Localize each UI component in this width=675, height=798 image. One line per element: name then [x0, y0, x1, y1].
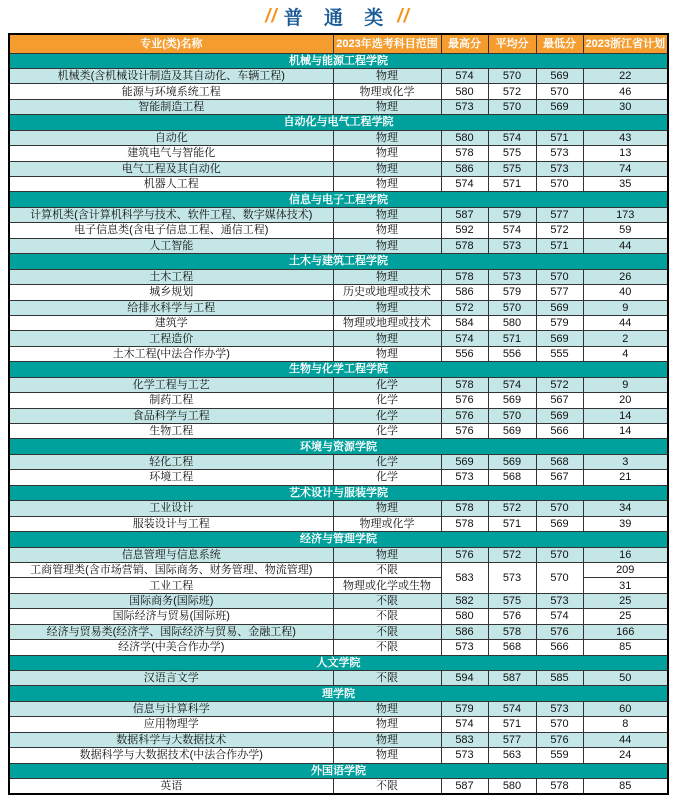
major-name-cell: 电子信息类(含电子信息工程、通信工程)	[9, 223, 333, 238]
college-name: 经济与管理学院	[9, 532, 668, 547]
min-score-cell: 570	[536, 177, 583, 192]
avg-score-cell: 587	[488, 671, 536, 686]
subjects-cell: 物理	[333, 501, 441, 516]
avg-score-cell: 570	[488, 68, 536, 83]
major-row	[9, 624, 668, 639]
plan-count-cell: 31	[583, 578, 668, 593]
college-section-row	[9, 439, 668, 454]
plan-count-cell: 46	[583, 84, 668, 99]
max-score-cell: 572	[441, 300, 488, 315]
subjects-cell: 物理	[333, 547, 441, 562]
avg-score-cell: 572	[488, 84, 536, 99]
subjects-cell: 物理	[333, 331, 441, 346]
college-name: 理学院	[9, 686, 668, 701]
plan-count-cell: 60	[583, 701, 668, 716]
column-header-avg-score: 平均分	[488, 34, 536, 53]
major-row	[9, 779, 668, 794]
subjects-cell: 历史或地理或技术	[333, 285, 441, 300]
major-row	[9, 269, 668, 284]
min-score-cell: 576	[536, 732, 583, 747]
avg-score-cell: 571	[488, 516, 536, 531]
min-score-cell: 566	[536, 640, 583, 655]
plan-count-cell: 35	[583, 177, 668, 192]
min-score-cell: 570	[536, 547, 583, 562]
min-score-cell: 573	[536, 593, 583, 608]
column-header-subjects: 2023年选考科目范围	[333, 34, 441, 53]
avg-score-cell: 573	[488, 238, 536, 253]
major-name-cell: 人工智能	[9, 238, 333, 253]
subjects-cell: 物理或地理或技术	[333, 315, 441, 330]
column-header-max-score: 最高分	[441, 34, 488, 53]
subjects-cell: 不限	[333, 671, 441, 686]
avg-score-cell: 573	[488, 562, 536, 593]
college-section-row	[9, 192, 668, 207]
min-score-cell: 574	[536, 609, 583, 624]
subjects-cell: 不限	[333, 593, 441, 608]
major-row	[9, 609, 668, 624]
plan-count-cell: 14	[583, 424, 668, 439]
page-title	[0, 0, 675, 33]
avg-score-cell: 579	[488, 285, 536, 300]
major-row	[9, 161, 668, 176]
plan-count-cell: 39	[583, 516, 668, 531]
max-score-cell: 578	[441, 501, 488, 516]
avg-score-cell: 574	[488, 223, 536, 238]
major-name-cell: 自动化	[9, 130, 333, 145]
min-score-cell: 569	[536, 99, 583, 114]
major-row	[9, 177, 668, 192]
subjects-cell: 不限	[333, 779, 441, 794]
major-name-cell: 轻化工程	[9, 454, 333, 469]
college-section-row	[9, 655, 668, 670]
subjects-cell: 化学	[333, 454, 441, 469]
major-name-cell: 生物工程	[9, 424, 333, 439]
major-row	[9, 300, 668, 315]
max-score-cell: 574	[441, 717, 488, 732]
college-section-row	[9, 53, 668, 68]
plan-count-cell: 85	[583, 640, 668, 655]
subjects-cell: 物理	[333, 161, 441, 176]
major-name-cell: 环境工程	[9, 470, 333, 485]
major-row	[9, 501, 668, 516]
avg-score-cell: 569	[488, 393, 536, 408]
plan-count-cell: 4	[583, 346, 668, 361]
plan-count-cell: 16	[583, 547, 668, 562]
max-score-cell: 587	[441, 207, 488, 222]
min-score-cell: 578	[536, 779, 583, 794]
max-score-cell: 569	[441, 454, 488, 469]
college-section-row	[9, 254, 668, 269]
avg-score-cell: 563	[488, 748, 536, 763]
college-section-row	[9, 115, 668, 130]
major-row	[9, 223, 668, 238]
major-name-cell: 英语	[9, 779, 333, 794]
min-score-cell: 568	[536, 454, 583, 469]
avg-score-cell: 579	[488, 207, 536, 222]
plan-count-cell: 50	[583, 671, 668, 686]
avg-score-cell: 571	[488, 331, 536, 346]
major-name-cell: 汉语言文学	[9, 671, 333, 686]
major-name-cell: 工业设计	[9, 501, 333, 516]
avg-score-cell: 575	[488, 593, 536, 608]
plan-count-cell: 24	[583, 748, 668, 763]
major-name-cell: 土木工程(中法合作办学)	[9, 346, 333, 361]
subjects-cell: 化学	[333, 424, 441, 439]
major-name-cell: 建筑学	[9, 315, 333, 330]
min-score-cell: 579	[536, 315, 583, 330]
major-row	[9, 516, 668, 531]
subjects-cell: 物理	[333, 177, 441, 192]
major-row	[9, 748, 668, 763]
major-name-cell: 应用物理学	[9, 717, 333, 732]
subjects-cell: 物理	[333, 300, 441, 315]
college-section-row	[9, 686, 668, 701]
college-section-row	[9, 485, 668, 500]
max-score-cell: 574	[441, 68, 488, 83]
avg-score-cell: 570	[488, 408, 536, 423]
major-row	[9, 146, 668, 161]
major-row	[9, 99, 668, 114]
major-name-cell: 工商管理类(含市场营销、国际商务、财务管理、物流管理)	[9, 562, 333, 577]
subjects-cell: 物理	[333, 207, 441, 222]
max-score-cell: 574	[441, 331, 488, 346]
min-score-cell: 566	[536, 424, 583, 439]
max-score-cell: 573	[441, 748, 488, 763]
table-header-row	[9, 34, 668, 53]
avg-score-cell: 568	[488, 640, 536, 655]
major-row	[9, 424, 668, 439]
max-score-cell: 586	[441, 285, 488, 300]
major-name-cell: 制药工程	[9, 393, 333, 408]
plan-count-cell: 13	[583, 146, 668, 161]
subjects-cell: 化学	[333, 470, 441, 485]
plan-count-cell: 21	[583, 470, 668, 485]
max-score-cell: 578	[441, 269, 488, 284]
plan-count-cell: 26	[583, 269, 668, 284]
college-name: 环境与资源学院	[9, 439, 668, 454]
min-score-cell: 569	[536, 408, 583, 423]
plan-count-cell: 85	[583, 779, 668, 794]
min-score-cell: 571	[536, 130, 583, 145]
avg-score-cell: 570	[488, 99, 536, 114]
max-score-cell: 586	[441, 161, 488, 176]
major-row	[9, 562, 668, 577]
major-name-cell: 工业工程	[9, 578, 333, 593]
min-score-cell: 577	[536, 285, 583, 300]
min-score-cell: 573	[536, 146, 583, 161]
avg-score-cell: 574	[488, 377, 536, 392]
avg-score-cell: 576	[488, 609, 536, 624]
major-row	[9, 454, 668, 469]
subjects-cell: 不限	[333, 562, 441, 577]
major-name-cell: 数据科学与大数据技术(中法合作办学)	[9, 748, 333, 763]
avg-score-cell: 568	[488, 470, 536, 485]
max-score-cell: 580	[441, 609, 488, 624]
major-name-cell: 信息与计算科学	[9, 701, 333, 716]
plan-count-cell: 25	[583, 593, 668, 608]
major-row	[9, 701, 668, 716]
plan-count-cell: 20	[583, 393, 668, 408]
plan-count-cell: 44	[583, 732, 668, 747]
subjects-cell: 物理	[333, 701, 441, 716]
major-row	[9, 238, 668, 253]
max-score-cell: 573	[441, 470, 488, 485]
plan-count-cell: 14	[583, 408, 668, 423]
max-score-cell: 578	[441, 146, 488, 161]
subjects-cell: 物理	[333, 130, 441, 145]
max-score-cell: 576	[441, 393, 488, 408]
plan-count-cell: 9	[583, 377, 668, 392]
subjects-cell: 物理或化学	[333, 516, 441, 531]
avg-score-cell: 574	[488, 130, 536, 145]
major-name-cell: 国际经济与贸易(国际班)	[9, 609, 333, 624]
plan-count-cell: 3	[583, 454, 668, 469]
max-score-cell: 594	[441, 671, 488, 686]
min-score-cell: 585	[536, 671, 583, 686]
table-body	[9, 53, 668, 794]
major-row	[9, 393, 668, 408]
avg-score-cell: 580	[488, 779, 536, 794]
title-left-slash-icon: //	[265, 5, 278, 27]
college-name: 自动化与电气工程学院	[9, 115, 668, 130]
college-section-row	[9, 362, 668, 377]
subjects-cell: 物理或化学	[333, 84, 441, 99]
max-score-cell: 583	[441, 732, 488, 747]
avg-score-cell: 569	[488, 454, 536, 469]
column-header-min-score: 最低分	[536, 34, 583, 53]
max-score-cell: 578	[441, 238, 488, 253]
major-row	[9, 68, 668, 83]
plan-count-cell: 34	[583, 501, 668, 516]
subjects-cell: 物理或化学或生物	[333, 578, 441, 593]
avg-score-cell: 571	[488, 717, 536, 732]
avg-score-cell: 569	[488, 424, 536, 439]
max-score-cell: 586	[441, 624, 488, 639]
college-name: 艺术设计与服装学院	[9, 485, 668, 500]
plan-count-cell: 2	[583, 331, 668, 346]
min-score-cell: 570	[536, 84, 583, 99]
major-row	[9, 732, 668, 747]
major-row	[9, 593, 668, 608]
subjects-cell: 化学	[333, 408, 441, 423]
min-score-cell: 567	[536, 470, 583, 485]
min-score-cell: 559	[536, 748, 583, 763]
major-row	[9, 547, 668, 562]
major-name-cell: 工程造价	[9, 331, 333, 346]
avg-score-cell: 572	[488, 547, 536, 562]
major-row	[9, 346, 668, 361]
major-name-cell: 智能制造工程	[9, 99, 333, 114]
major-row	[9, 408, 668, 423]
subjects-cell: 不限	[333, 624, 441, 639]
avg-score-cell: 580	[488, 315, 536, 330]
min-score-cell: 573	[536, 701, 583, 716]
min-score-cell: 577	[536, 207, 583, 222]
major-name-cell: 数据科学与大数据技术	[9, 732, 333, 747]
major-name-cell: 食品科学与工程	[9, 408, 333, 423]
college-name: 信息与电子工程学院	[9, 192, 668, 207]
major-name-cell: 能源与环境系统工程	[9, 84, 333, 99]
max-score-cell: 573	[441, 640, 488, 655]
min-score-cell: 569	[536, 68, 583, 83]
min-score-cell: 555	[536, 346, 583, 361]
max-score-cell: 576	[441, 424, 488, 439]
max-score-cell: 578	[441, 377, 488, 392]
max-score-cell: 583	[441, 562, 488, 593]
max-score-cell: 582	[441, 593, 488, 608]
major-row	[9, 207, 668, 222]
major-row	[9, 130, 668, 145]
min-score-cell: 569	[536, 300, 583, 315]
avg-score-cell: 570	[488, 300, 536, 315]
max-score-cell: 556	[441, 346, 488, 361]
avg-score-cell: 577	[488, 732, 536, 747]
college-name: 土木与建筑工程学院	[9, 254, 668, 269]
admission-score-table	[8, 33, 669, 795]
max-score-cell: 576	[441, 547, 488, 562]
avg-score-cell: 571	[488, 177, 536, 192]
major-row	[9, 671, 668, 686]
plan-count-cell: 209	[583, 562, 668, 577]
subjects-cell: 物理	[333, 99, 441, 114]
avg-score-cell: 572	[488, 501, 536, 516]
major-name-cell: 城乡规划	[9, 285, 333, 300]
avg-score-cell: 575	[488, 161, 536, 176]
major-name-cell: 电气工程及其自动化	[9, 161, 333, 176]
max-score-cell: 584	[441, 315, 488, 330]
subjects-cell: 物理	[333, 269, 441, 284]
subjects-cell: 不限	[333, 640, 441, 655]
plan-count-cell: 22	[583, 68, 668, 83]
college-section-row	[9, 532, 668, 547]
plan-count-cell: 43	[583, 130, 668, 145]
min-score-cell: 567	[536, 393, 583, 408]
plan-count-cell: 40	[583, 285, 668, 300]
min-score-cell: 570	[536, 717, 583, 732]
college-name: 人文学院	[9, 655, 668, 670]
major-name-cell: 土木工程	[9, 269, 333, 284]
subjects-cell: 化学	[333, 393, 441, 408]
major-row	[9, 285, 668, 300]
college-name: 机械与能源工程学院	[9, 53, 668, 68]
page-title-text: 普 通 类	[283, 8, 392, 29]
major-row	[9, 717, 668, 732]
plan-count-cell: 30	[583, 99, 668, 114]
major-name-cell: 机械类(含机械设计制造及其自动化、车辆工程)	[9, 68, 333, 83]
max-score-cell: 580	[441, 84, 488, 99]
major-row	[9, 331, 668, 346]
major-name-cell: 国际商务(国际班)	[9, 593, 333, 608]
min-score-cell: 570	[536, 269, 583, 284]
major-row	[9, 315, 668, 330]
college-section-row	[9, 763, 668, 778]
major-name-cell: 计算机类(含计算机科学与技术、软件工程、数字媒体技术)	[9, 207, 333, 222]
max-score-cell: 579	[441, 701, 488, 716]
subjects-cell: 物理	[333, 68, 441, 83]
major-row	[9, 377, 668, 392]
major-name-cell: 经济与贸易类(经济学、国际经济与贸易、金融工程)	[9, 624, 333, 639]
major-name-cell: 建筑电气与智能化	[9, 146, 333, 161]
major-name-cell: 信息管理与信息系统	[9, 547, 333, 562]
avg-score-cell: 578	[488, 624, 536, 639]
avg-score-cell: 556	[488, 346, 536, 361]
college-name: 生物与化学工程学院	[9, 362, 668, 377]
subjects-cell: 物理	[333, 146, 441, 161]
subjects-cell: 物理	[333, 346, 441, 361]
max-score-cell: 576	[441, 408, 488, 423]
subjects-cell: 不限	[333, 609, 441, 624]
major-name-cell: 服装设计与工程	[9, 516, 333, 531]
subjects-cell: 物理	[333, 748, 441, 763]
min-score-cell: 571	[536, 238, 583, 253]
avg-score-cell: 575	[488, 146, 536, 161]
plan-count-cell: 9	[583, 300, 668, 315]
subjects-cell: 物理	[333, 717, 441, 732]
major-name-cell: 机器人工程	[9, 177, 333, 192]
avg-score-cell: 573	[488, 269, 536, 284]
plan-count-cell: 59	[583, 223, 668, 238]
major-name-cell: 给排水科学与工程	[9, 300, 333, 315]
max-score-cell: 573	[441, 99, 488, 114]
plan-count-cell: 74	[583, 161, 668, 176]
avg-score-cell: 574	[488, 701, 536, 716]
max-score-cell: 580	[441, 130, 488, 145]
title-right-slash-icon: //	[397, 5, 410, 27]
column-header-plan: 2023浙江省计划	[583, 34, 668, 53]
plan-count-cell: 44	[583, 238, 668, 253]
plan-count-cell: 44	[583, 315, 668, 330]
min-score-cell: 570	[536, 501, 583, 516]
subjects-cell: 物理	[333, 223, 441, 238]
min-score-cell: 569	[536, 516, 583, 531]
min-score-cell: 569	[536, 331, 583, 346]
plan-count-cell: 25	[583, 609, 668, 624]
major-row	[9, 640, 668, 655]
column-header-major: 专业(类)名称	[9, 34, 333, 53]
min-score-cell: 570	[536, 562, 583, 593]
subjects-cell: 物理	[333, 238, 441, 253]
major-name-cell: 化学工程与工艺	[9, 377, 333, 392]
plan-count-cell: 8	[583, 717, 668, 732]
max-score-cell: 587	[441, 779, 488, 794]
subjects-cell: 化学	[333, 377, 441, 392]
max-score-cell: 578	[441, 516, 488, 531]
major-row	[9, 84, 668, 99]
subjects-cell: 物理	[333, 732, 441, 747]
plan-count-cell: 166	[583, 624, 668, 639]
college-name: 外国语学院	[9, 763, 668, 778]
min-score-cell: 572	[536, 223, 583, 238]
min-score-cell: 572	[536, 377, 583, 392]
max-score-cell: 592	[441, 223, 488, 238]
min-score-cell: 576	[536, 624, 583, 639]
major-row	[9, 470, 668, 485]
plan-count-cell: 173	[583, 207, 668, 222]
major-name-cell: 经济学(中美合作办学)	[9, 640, 333, 655]
min-score-cell: 573	[536, 161, 583, 176]
max-score-cell: 574	[441, 177, 488, 192]
